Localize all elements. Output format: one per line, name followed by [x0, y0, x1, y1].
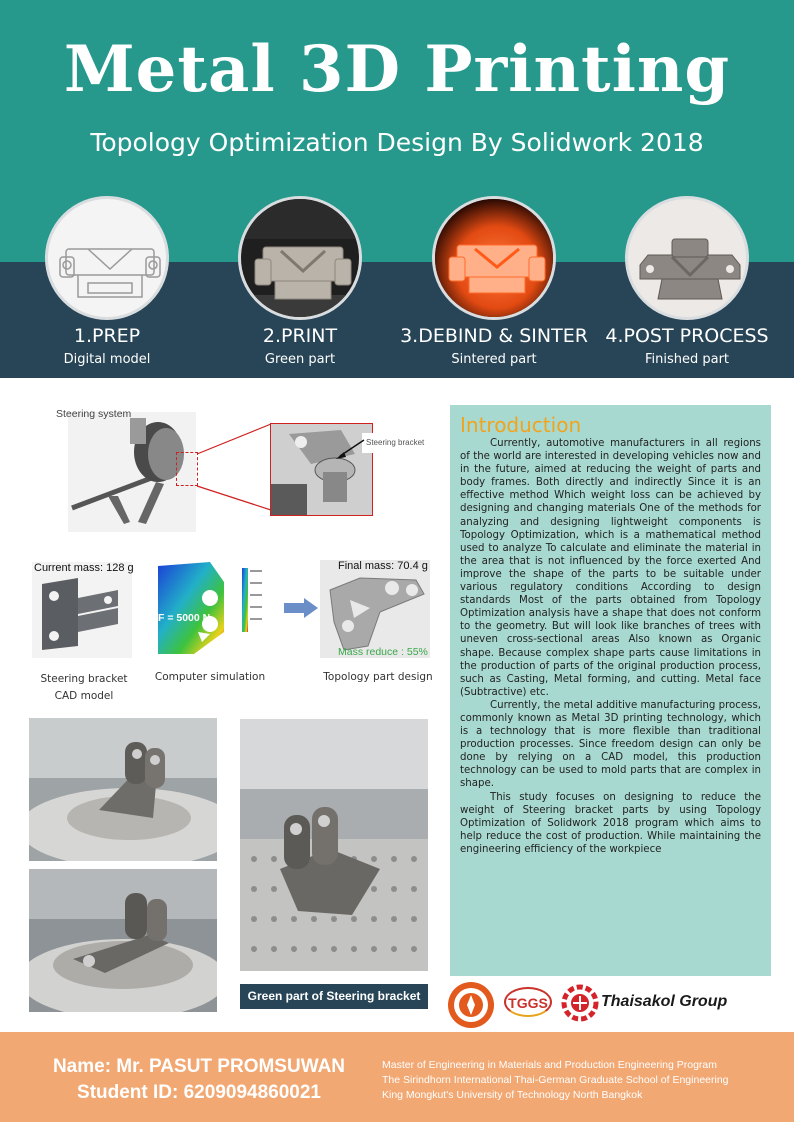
step-subtitle: Green part — [264, 352, 336, 367]
cad-model-image — [32, 562, 132, 658]
process-step-sinter — [399, 196, 589, 367]
green-part-image — [238, 196, 362, 320]
tggs-logo-text: TGGS — [508, 995, 548, 1011]
page-subtitle: Topology Optimization Design By Solidwork 2018 — [90, 128, 704, 157]
step-subtitle: Finished part — [644, 352, 730, 367]
step-name: 2.PRINT — [262, 325, 338, 347]
author-block — [14, 1054, 384, 1106]
thaisakol-logo-text: Thaisakol Group — [601, 993, 728, 1010]
introduction-paragraph: This study focuses on designing to reduce the weight of Steering bracket parts by using Topology Optimization of Solidwork 2018 program which aims to help reduce the cost of production. While maintaining the engineering efficiency of the workpiece — [460, 791, 761, 855]
green-part-photo-2 — [29, 869, 217, 1012]
zoom-connector-lines — [195, 422, 275, 512]
force-label: F = 5000 N — [158, 612, 211, 624]
digital-model-image — [45, 196, 169, 320]
mass-reduce-label: Mass reduce : 55% — [338, 646, 428, 658]
steering-system-label: Steering system — [56, 408, 132, 420]
student-id: Student ID: 6209094860021 — [77, 1082, 321, 1103]
step-name: 4.POST PROCESS — [605, 325, 769, 347]
process-step-post-process — [592, 196, 782, 367]
final-mass-label: Final mass: 70.4 g — [338, 560, 428, 572]
program-info — [382, 1058, 792, 1103]
topology-design-image — [320, 560, 430, 658]
current-mass-label: Current mass: 128 g — [34, 562, 134, 574]
step-subtitle: Sintered part — [451, 352, 537, 367]
program-line: The Sirindhorn International Thai-German Graduate School of Engineering — [382, 1074, 729, 1086]
introduction-paragraph: Currently, the metal additive manufacturing process, commonly known as Metal 3D printing technology, which is a technology that is more flexible than traditional production processes. Since freedom design can only be done by relying on a CAD model, this production technology can be used to mold parts that are complex in shape. — [460, 699, 761, 790]
introduction-panel — [450, 405, 771, 976]
simulation-image — [154, 562, 267, 658]
arrow-right-icon — [284, 598, 318, 618]
footer — [0, 1032, 794, 1122]
green-part-photo-1 — [29, 718, 217, 861]
steering-bracket-label: Steering bracket — [362, 433, 442, 453]
steering-bracket-zoom-image — [270, 423, 373, 516]
thaisakol-gear-icon — [561, 984, 599, 1022]
sintered-part-image — [432, 196, 556, 320]
program-line: King Mongkut's University of Technology North Bangkok — [382, 1089, 643, 1101]
step-name: 3.DEBIND & SINTER — [400, 325, 588, 347]
caption-cad-model: Steering bracket CAD model — [40, 673, 128, 702]
introduction-paragraph: Currently, automotive manufacturers in all regions of the world are interested in developing vehicles now and in the future, aimed at reducing the weight of parts and body frames. Both directly and indirectly Since it is an effective method Which weight loss can be achieved by designing and changing materials One of the methods for analyzing and designing lightweight components is Topology Optimization, which is a mathematical method used to analyze To calculate and eliminate the material in the area that is not influenced by the force exerted And improve the shape of the parts to be suitable under various regulatory conditions According to design standards Most of the parts obtained from Topology Optimization analysis have a shape that does not conform to the geometry. But will look like branches of trees with uneven cross-sectional areas Also known as Organic shape. Because complex shape parts cause limitations in the production of parts of the original production process, such as Casting, Metal forming, and cutting. Metal face (Subtractive) etc. — [460, 438, 761, 698]
green-part-label: Green part of Steering bracket — [240, 984, 428, 1009]
program-line: Master of Engineering in Materials and Production Engineering Program — [382, 1059, 718, 1071]
introduction-heading: Introduction — [460, 413, 582, 437]
university-seal-logo — [447, 981, 495, 1029]
page-title: Metal 3D Printing — [63, 32, 731, 107]
green-part-photo-3 — [240, 719, 428, 971]
process-step-print — [205, 196, 395, 367]
caption-simulation: Computer simulation — [154, 671, 266, 683]
step-name: 1.PREP — [73, 325, 141, 347]
process-step-prep — [12, 196, 202, 367]
step-subtitle: Digital model — [63, 352, 151, 367]
tggs-logo — [500, 985, 556, 1025]
caption-topology: Topology part design — [323, 671, 433, 683]
author-name: Name: Mr. PASUT PROMSUWAN — [52, 1056, 346, 1077]
pointer-arrow-icon — [334, 438, 366, 460]
finished-part-image — [625, 196, 749, 320]
